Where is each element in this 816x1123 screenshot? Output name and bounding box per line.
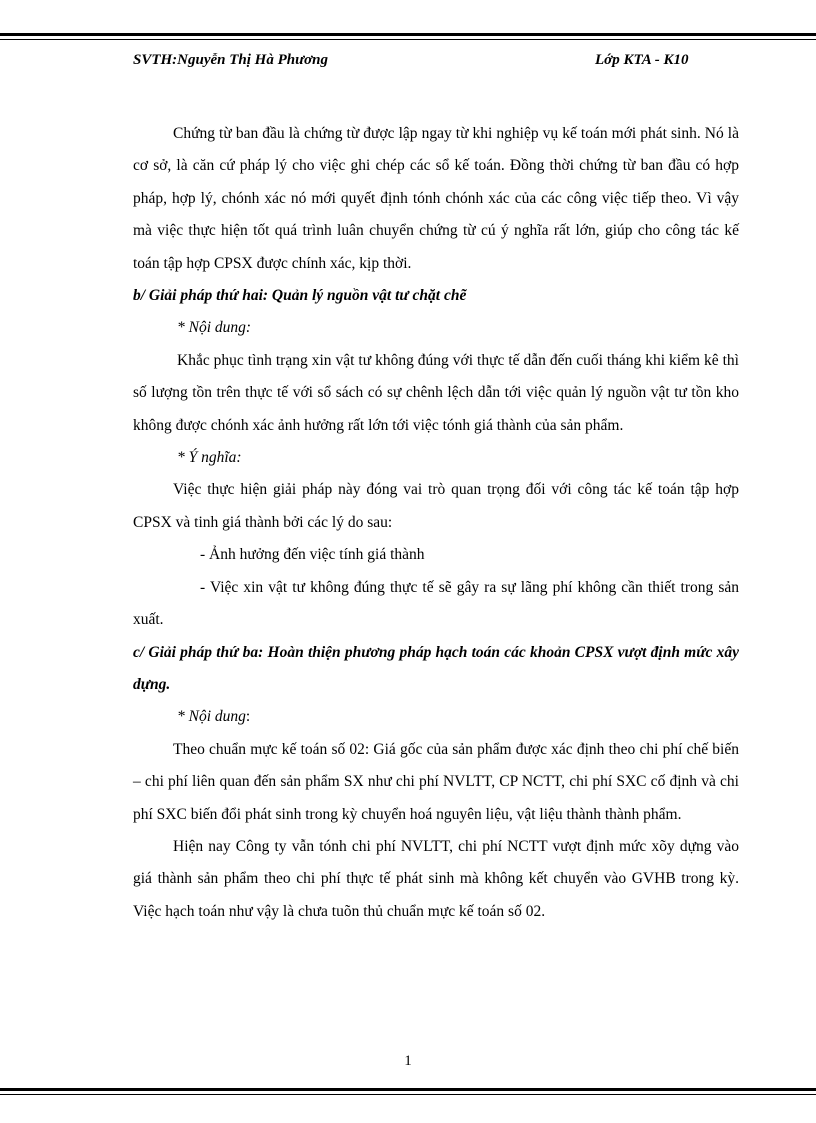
paragraph-material-shortage: Khắc phục tình trạng xin vật tư không đúng với thực tế dẫn đến cuối tháng khi kiểm kê thì số lượng tồn trên thực tế với sổ sách có sự chênh lệch dẫn tới việc quản lý nguồn vật tư tồn kho không được chónh xác ảnh hưởng rất lớn tới việc tónh giá thành của sản phẩm. [133, 351, 739, 434]
page-header [133, 52, 698, 72]
paragraph-current-practice: Hiện nay Công ty vẫn tónh chi phí NVLTT, chi phí NCTT vượt định mức xõy dựng vào giá thành sản phẩm theo chi phí thực tế phát sinh mà không kết chuyển vào GVHB trong kỳ. Việc hạch toán như vậy là chưa tuõn thủ chuẩn mực kế toán số 02. [133, 837, 739, 920]
list-item-waste: - Việc xin vật tư không đúng thực tế sẽ gây ra sự lãng phí không cần thiết trong sản xuất. [133, 578, 739, 629]
bottom-rule-thin [0, 1094, 816, 1095]
top-rule-thin [0, 39, 816, 40]
heading-solution-b: b/ Giải pháp thứ hai: Quản lý nguồn vật tư chặt chẽ [133, 287, 467, 305]
subheading-b-meaning: * Ý nghĩa: [177, 449, 242, 467]
header-class-name: Lớp KTA - K10 [595, 52, 689, 68]
page-number: 1 [404, 1053, 412, 1069]
top-rule-thick [0, 33, 816, 36]
heading-solution-c: c/ Giải pháp thứ ba: Hoàn thiện phương pháp hạch toán các khoản CPSX vượt định mức xây dựng. [133, 643, 739, 693]
paragraph-solution-importance: Việc thực hiện giải pháp này đóng vai trò quan trọng đối với công tác kế toán tập hợp CPSX và tinh giá thành bởi các lý do sau: [133, 481, 739, 531]
document-body [133, 118, 739, 928]
list-item-pricing-impact: - Ảnh hưởng đến việc tính giá thành [200, 546, 425, 564]
subheading-c-content-label: * Nội dung [177, 708, 246, 726]
header-student-name: SVTH:Nguyễn Thị Hà Phương [133, 52, 328, 68]
subheading-c-colon: : [245, 708, 251, 726]
paragraph-original-documents: Chứng từ ban đầu là chứng từ được lập ngay từ khi nghiệp vụ kế toán mới phát sinh. Nó là cơ sở, là căn cứ pháp lý cho việc ghi chép các sổ kế toán. Đồng thời chứng từ ban đầu có hợp pháp, hợp lý, chónh xác nó mới quyết định tónh chónh xác của các công việc tiếp theo. Vì vậy mà việc thực hiện tốt quá trình luân chuyển chứng từ cú ý nghĩa rất lớn, giúp cho công tác kế toán tập hợp CPSX được chính xác, kịp thời. [133, 125, 739, 272]
subheading-b-content: * Nội dung: [177, 319, 252, 337]
paragraph-accounting-standard: Theo chuẩn mực kế toán số 02: Giá gốc của sản phẩm được xác định theo chi phí chế biến – chi phí liên quan đến sản phẩm SX như chi phí NVLTT, CP NCTT, chi phí SXC cố định và chi phí SXC biến đổi phát sinh trong kỳ chuyển hoá nguyên liệu, vật liệu thành thành phẩm. [133, 740, 739, 823]
subheading-c-content [133, 701, 739, 733]
bottom-rule-thick [0, 1088, 816, 1091]
